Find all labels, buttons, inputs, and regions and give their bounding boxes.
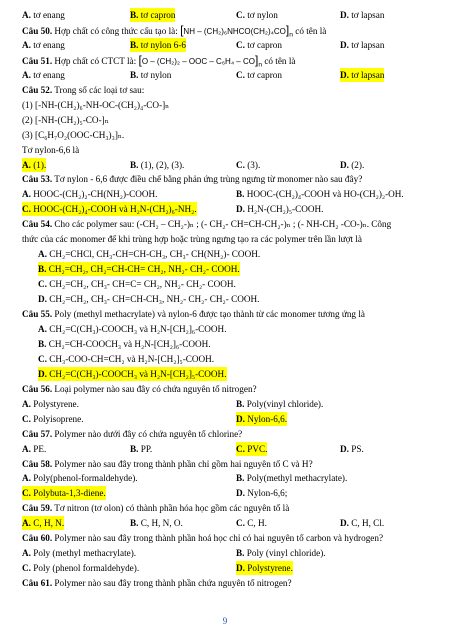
- option-label: A.: [22, 398, 31, 409]
- option-label: C.: [38, 279, 47, 290]
- question-text: Tơ nitron (tơ olon) có thành phần hóa học gồm các nguyên tố là: [54, 503, 290, 514]
- option-text: tơ capron: [140, 10, 176, 20]
- option-text: CH₂=CH₂, CH₃- CH=CH-CH₃, NH₂- CH₂- CH₂- COOH.: [49, 294, 260, 305]
- question: [22, 457, 436, 471]
- answer-option-correct: [236, 442, 267, 456]
- question-text: Polymer nào sau đây trong thành phần hoá học chỉ có hai nguyên tố carbon và hydrogen?: [54, 533, 384, 544]
- answer-option: [22, 561, 139, 575]
- options-line: [0, 202, 450, 216]
- answer-option: [236, 516, 267, 530]
- options-line: [0, 322, 450, 336]
- answer-option: [340, 442, 364, 456]
- option-label: A.: [22, 473, 31, 484]
- option-text: C, H, N, O.: [140, 518, 183, 529]
- answer-option: [130, 68, 171, 82]
- option-text: (1), (2), (3).: [140, 159, 185, 170]
- option-text: (1).: [33, 159, 47, 170]
- option-label: A.: [22, 69, 31, 80]
- option-text: tơ nylon: [247, 10, 278, 20]
- answer-option: [38, 337, 211, 351]
- option-text: C, H, N.: [33, 518, 65, 529]
- option-label: B.: [130, 159, 139, 170]
- question-text: Hợp chất có CTCT là:: [54, 55, 137, 66]
- option-label: D.: [236, 563, 245, 574]
- option-label: A.: [22, 39, 31, 50]
- option-text: CH₂=CHCl, CH₃-CH=CH-CH₃, CH₃- CH(NH₂)- COOH.: [49, 249, 261, 260]
- options-line: [0, 158, 450, 172]
- answer-option-correct: [130, 8, 175, 22]
- question-number: Câu 55.: [22, 309, 53, 319]
- option-label: C.: [22, 204, 31, 215]
- answer-option: [236, 486, 287, 500]
- question-text: Polymer nào sau đây trong thành phần chứa nguyên tố nitrogen?: [54, 578, 292, 589]
- option-text: Poly (phenol formaldehyde).: [33, 563, 140, 574]
- options-line: [0, 442, 450, 456]
- option-label: D.: [340, 39, 349, 50]
- option-text: Poly(methyl methacrylate).: [246, 473, 348, 484]
- answer-option: [22, 397, 79, 411]
- option-label: A.: [38, 323, 47, 334]
- option-text: PVC.: [247, 443, 268, 454]
- option-text: tơ capron: [247, 69, 282, 80]
- answer-option: [236, 158, 260, 172]
- text-line: [0, 143, 450, 157]
- option-label: C.: [22, 488, 31, 499]
- question-line: [0, 427, 450, 441]
- text-line: [0, 113, 450, 127]
- answer-option-correct: [130, 38, 186, 52]
- answer-option-correct: [22, 202, 197, 216]
- text-line: [0, 128, 450, 142]
- option-label: D.: [38, 368, 47, 379]
- answer-option: [236, 68, 282, 82]
- option-text: Poly(phenol-formaldehyde).: [33, 473, 138, 484]
- option-label: B.: [38, 264, 47, 275]
- options-line: [0, 38, 450, 52]
- answer-option: [38, 322, 227, 336]
- option-text: tơ lapsan: [351, 10, 385, 20]
- answer-option: [38, 277, 236, 291]
- option-label: C.: [236, 159, 245, 170]
- option-text: tơ enang: [33, 39, 65, 50]
- option-text: HOOC-(CH₂)₂-CH(NH₂)-COOH.: [33, 189, 158, 200]
- option-text: tơ capron: [247, 39, 282, 50]
- answer-option: [236, 471, 347, 485]
- option-label: C.: [236, 69, 245, 80]
- question: [22, 501, 436, 515]
- polymer-formula: [138, 52, 263, 69]
- question: [22, 531, 436, 545]
- formula-text: NH – (CH₂)₆NHCO(CH₂)₄CO: [183, 26, 286, 36]
- question: [22, 382, 436, 396]
- option-label: B.: [130, 518, 139, 529]
- question-number: Câu 56.: [22, 383, 53, 394]
- question-line: [0, 382, 450, 396]
- formula-subscript: n: [258, 61, 263, 69]
- answer-option: [236, 397, 323, 411]
- option-text: Nylon-6,6.: [247, 413, 288, 424]
- question-line: [0, 53, 450, 67]
- option-label: B.: [130, 69, 139, 80]
- option-label: D.: [340, 159, 349, 170]
- option-label: B.: [38, 338, 47, 349]
- options-line: [0, 367, 450, 381]
- option-label: C.: [22, 563, 31, 574]
- answer-option: [236, 38, 282, 52]
- option-text: C, H, Cl.: [351, 518, 385, 529]
- body-text: Tơ nylon-6,6 là: [22, 144, 80, 155]
- option-label: A.: [22, 159, 31, 170]
- answer-option: [236, 187, 404, 201]
- option-label: B.: [236, 189, 245, 200]
- question-text: Polymer nào dưới đây có chứa nguyên tố chlorine?: [54, 428, 243, 439]
- option-text: H₂N-(CH₂)₅-COOH.: [247, 204, 324, 215]
- option-text: Poly (vinyl chloride).: [246, 548, 326, 559]
- option-label: C.: [236, 10, 245, 20]
- option-text: (2).: [351, 159, 365, 170]
- option-label: C.: [22, 413, 31, 424]
- question-number: Câu 60.: [22, 533, 53, 544]
- question-text: Cho các polymer sau: (-CH₂ – CH₂-)ₙ ; (- CH₂- CH=CH-CH₂-)ₙ ; (- NH-CH₂ -CO-)ₙ. Công: [54, 219, 392, 230]
- option-text: tơ enang: [33, 69, 65, 80]
- question-line: [0, 576, 450, 590]
- option-label: D.: [236, 488, 245, 499]
- answer-option: [130, 516, 183, 530]
- question-line: [0, 83, 450, 97]
- option-text: CH₂=CH₂, CH₂=CH-CH= CH₂, NH₂- CH₂- COOH.: [48, 264, 240, 275]
- option-text: C, H.: [247, 518, 267, 529]
- question: [22, 427, 436, 441]
- option-label: D.: [38, 294, 47, 305]
- question-line: [0, 531, 450, 545]
- page-number: 9: [222, 616, 228, 626]
- option-text: CH₃-COO-CH=CH₂ và H₂N-[CH₂]₅-COOH.: [49, 353, 215, 364]
- answer-option: [38, 247, 260, 261]
- answer-option: [22, 187, 157, 201]
- options-line: [0, 471, 450, 485]
- answer-option: [236, 546, 326, 560]
- formula-subscript: n: [289, 31, 293, 39]
- question: [22, 217, 436, 231]
- answer-option: [340, 158, 364, 172]
- option-text: Polystyrene.: [33, 398, 79, 409]
- question-number: Câu 51.: [22, 55, 53, 66]
- option-text: tơ lapsan: [351, 69, 385, 80]
- bracket-left: [: [138, 52, 142, 67]
- question: [22, 172, 436, 186]
- options-line: [0, 397, 450, 411]
- option-label: C.: [236, 443, 245, 454]
- question-line: [0, 457, 450, 471]
- options-line: [0, 277, 450, 291]
- answer-option: [130, 442, 152, 456]
- answer-option: [38, 292, 259, 306]
- answer-option: [22, 68, 65, 82]
- answer-option: [22, 546, 136, 560]
- question-text: Polymer nào sau đây trong thành phần chỉ gồm hai nguyên tố C và H?: [54, 458, 313, 469]
- question-text: Hợp chất có công thức cấu tạo là:: [54, 25, 178, 36]
- option-text: tơ lapsan: [351, 39, 385, 50]
- answer-option: [340, 38, 384, 52]
- answer-option-correct: [22, 158, 46, 172]
- bracket-right: ]: [285, 22, 290, 37]
- options-line: [0, 486, 450, 500]
- options-line: [0, 8, 450, 22]
- option-label: D.: [236, 413, 245, 424]
- option-text: CH₂=CH₂, CH₃- CH=C= CH₂, NH₂- CH₂- COOH.: [49, 279, 236, 290]
- question-number: Câu 61.: [22, 578, 53, 589]
- question-line: [0, 172, 450, 186]
- option-label: D.: [340, 443, 349, 454]
- answer-option-correct: [22, 516, 64, 530]
- body-text: (1) [-NH-(CH₂)₆-NH-OC-(CH₂)₄-CO-]ₙ: [22, 99, 170, 110]
- option-text: tơ enang: [33, 10, 65, 20]
- question-line: [0, 501, 450, 515]
- answer-option: [340, 516, 384, 530]
- option-label: C.: [236, 518, 245, 529]
- question-number: Câu 59.: [22, 503, 53, 514]
- options-line: [0, 352, 450, 366]
- polymer-formula: [180, 22, 293, 39]
- text-line: [0, 98, 450, 112]
- option-label: A.: [22, 189, 31, 200]
- question-number: Câu 52.: [22, 84, 53, 95]
- body-text: (3) [C₆H₇O₂(OOC-CH₃)₃]ₙ.: [22, 129, 125, 140]
- options-line: [0, 247, 450, 261]
- formula-text: O – (CH₂)₂ – OOC – C₆H₄ – CO: [141, 56, 255, 66]
- option-text: Poly (methyl methacrylate).: [33, 548, 137, 559]
- option-text: Polyisoprene.: [33, 413, 84, 424]
- option-text: PP.: [140, 443, 153, 454]
- option-label: B.: [236, 548, 245, 559]
- body-text: thức của các monomer để khi trùng hợp hoặc trùng ngưng tạo ra các polymer trên lần lượt là: [22, 234, 362, 245]
- option-text: CH₂=C(CH₃)-COOCH₃ và H₂N-[CH₂]₆-COOH.: [49, 323, 227, 334]
- question-line: [0, 217, 450, 231]
- answer-option-correct: [38, 367, 227, 381]
- question-number: Câu 54.: [22, 219, 53, 230]
- answer-option-correct: [340, 68, 384, 82]
- option-label: C.: [236, 39, 245, 50]
- options-line: [0, 187, 450, 201]
- question-text: Tơ nylon - 6,6 được điều chế bằng phản ứng trùng ngưng từ monomer nào sau đây?: [54, 174, 363, 185]
- question: [22, 576, 436, 590]
- answer-option: [38, 352, 214, 366]
- answer-option: [22, 38, 65, 52]
- option-text: PE.: [33, 443, 47, 454]
- question-text: Poly (methyl methacrylate) và nylon-6 được tạo thành từ các monomer tương ứng là: [54, 309, 365, 319]
- option-label: A.: [22, 443, 31, 454]
- option-label: B.: [236, 473, 245, 484]
- question-text-after: có tên là: [295, 25, 327, 36]
- question: [22, 307, 436, 321]
- question-number: Câu 57.: [22, 428, 53, 439]
- option-label: D.: [340, 10, 349, 20]
- option-label: B.: [236, 398, 245, 409]
- answer-option: [340, 8, 384, 22]
- option-label: B.: [130, 39, 139, 50]
- question-number: Câu 50.: [22, 25, 53, 36]
- option-text: HOOC-(CH₂)₄-COOH và HO-(CH₂)₂-OH.: [246, 189, 404, 200]
- answer-option-correct: [38, 262, 240, 276]
- option-label: D.: [236, 204, 245, 215]
- option-label: B.: [130, 443, 139, 454]
- question-line: [0, 307, 450, 321]
- option-label: A.: [22, 548, 31, 559]
- option-label: B.: [130, 10, 139, 20]
- option-text: Polystyrene.: [247, 563, 293, 574]
- option-label: A.: [38, 249, 47, 260]
- option-label: A.: [22, 10, 31, 20]
- bracket-right: ]: [254, 52, 259, 67]
- option-text: Polybuta-1,3-diene.: [33, 488, 106, 499]
- option-label: D.: [340, 518, 349, 529]
- option-label: D.: [340, 69, 349, 80]
- answer-option: [22, 412, 84, 426]
- options-line: [0, 412, 450, 426]
- question-number: Câu 53.: [22, 174, 53, 185]
- answer-option-correct: [236, 561, 293, 575]
- option-text: Nylon-6,6;: [247, 488, 288, 499]
- question-text: Trong số các loại tơ sau:: [54, 84, 145, 95]
- option-text: HOOC-(CH₂)₄-COOH và H₂N-(CH₂)₆-NH₂.: [33, 204, 197, 215]
- option-label: C.: [38, 353, 47, 364]
- options-line: [0, 292, 450, 306]
- options-line: [0, 561, 450, 575]
- answer-option-correct: [22, 486, 106, 500]
- answer-option: [236, 202, 323, 216]
- answer-option: [22, 8, 65, 22]
- answer-option: [130, 158, 184, 172]
- option-text: PS.: [351, 443, 364, 454]
- options-line: [0, 337, 450, 351]
- option-text: (3).: [247, 159, 261, 170]
- answer-option: [22, 471, 138, 485]
- option-text: CH₂=CH-COOCH₃ và H₂N-[CH₂]₆-COOH.: [48, 338, 211, 349]
- question-number: Câu 58.: [22, 458, 53, 469]
- options-line: [0, 262, 450, 276]
- body-text: (2) [-NH-(CH₂)₅-CO-]ₙ: [22, 114, 109, 125]
- text-line: [0, 232, 450, 246]
- bracket-left: [: [180, 22, 184, 37]
- question-text: Loại polymer nào sau đây có chứa nguyên tố nitrogen?: [54, 383, 257, 394]
- option-text: Poly(vinyl chloride).: [246, 398, 324, 409]
- options-line: [0, 68, 450, 82]
- option-text: tơ nylon 6-6: [140, 39, 186, 50]
- options-line: [0, 546, 450, 560]
- answer-option: [236, 8, 278, 22]
- option-text: CH₂=C(CH₃)-COOCH₃ và H₂N-[CH₂]₅-COOH.: [49, 368, 227, 379]
- answer-option: [22, 442, 46, 456]
- question-text-after: có tên là: [264, 55, 296, 66]
- option-label: A.: [22, 518, 31, 529]
- question: [22, 83, 436, 97]
- option-text: tơ nylon: [140, 69, 172, 80]
- answer-option-correct: [236, 412, 287, 426]
- options-line: [0, 516, 450, 530]
- question-line: [0, 23, 450, 37]
